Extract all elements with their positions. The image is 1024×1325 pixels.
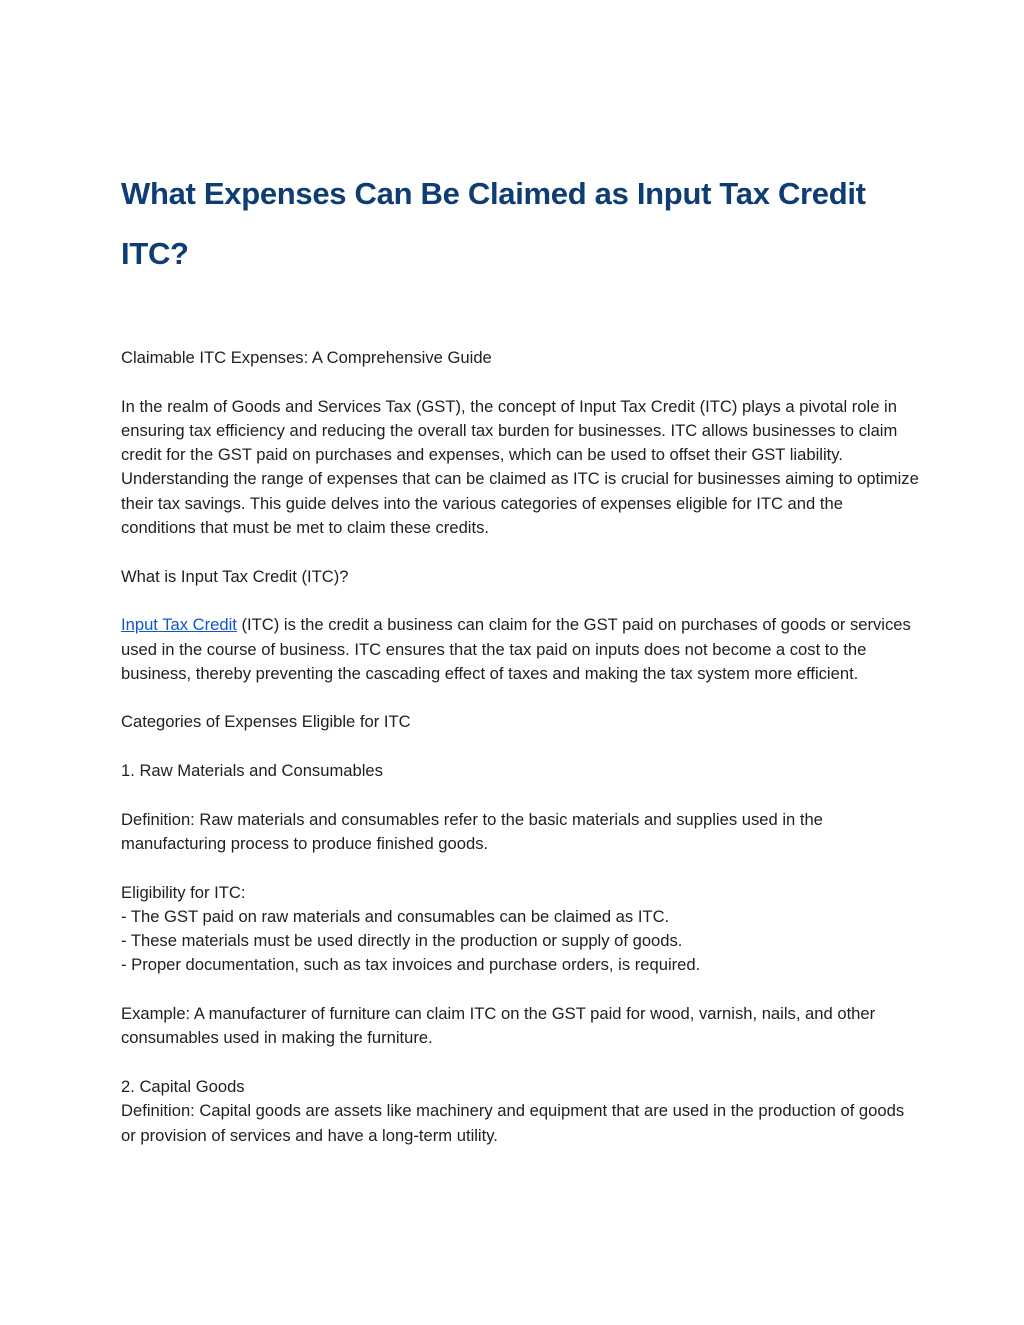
eligibility-item: - These materials must be used directly in the production or supply of goods. (121, 931, 683, 951)
section1-eligibility (121, 881, 921, 978)
input-tax-credit-link[interactable]: Input Tax Credit (121, 615, 237, 635)
subtitle: Claimable ITC Expenses: A Comprehensive Guide (121, 348, 492, 367)
section1-heading: 1. Raw Materials and Consumables (121, 761, 383, 781)
eligibility-heading: Eligibility for ITC: (121, 882, 246, 902)
section1-definition: Definition: Raw materials and consumables refer to the basic materials and supplies used in the manufacturing process to produce finished goods. (121, 809, 823, 853)
section2-heading: 2. Capital Goods (121, 1076, 245, 1096)
what-is-heading: What is Input Tax Credit (ITC)? (121, 566, 349, 586)
page-title: What Expenses Can Be Claimed as Input Tax Credit ITC? (121, 176, 866, 271)
section1-example: Example: A manufacturer of furniture can claim ITC on the GST paid for wood, varnish, nails, and other consumables used in making the furniture. (121, 1004, 876, 1048)
document-page (121, 164, 921, 1148)
eligibility-item: - The GST paid on raw materials and consumables can be claimed as ITC. (121, 906, 670, 926)
section2-definition: Definition: Capital goods are assets like machinery and equipment that are used in the production of goods or provision of services and have a long-term utility. (121, 1101, 905, 1145)
eligibility-item: - Proper documentation, such as tax invoices and purchase orders, is required. (121, 955, 701, 975)
categories-heading: Categories of Expenses Eligible for ITC (121, 712, 411, 732)
document-body (121, 346, 921, 1148)
what-is-text: (ITC) is the credit a business can claim for the GST paid on purchases of goods or services used in the course of business. ITC ensures that the tax paid on inputs does not become a cost to the business, thereby preventing the cascading effect of taxes and making the tax system more efficient. (121, 615, 911, 683)
what-is-paragraph (121, 613, 921, 686)
intro-paragraph: In the realm of Goods and Services Tax (GST), the concept of Input Tax Credit (ITC) plays a pivotal role in ensuring tax efficiency and reducing the overall tax burden for businesses. ITC allows businesses to claim credit for the GST paid on purchases and expenses, which can be used to offset their GST liability. Understanding the range of expenses that can be claimed as ITC is crucial for businesses aiming to optimize their tax savings. This guide delves into the various categories of expenses eligible for ITC and the conditions that must be met to claim these credits. (121, 396, 919, 538)
